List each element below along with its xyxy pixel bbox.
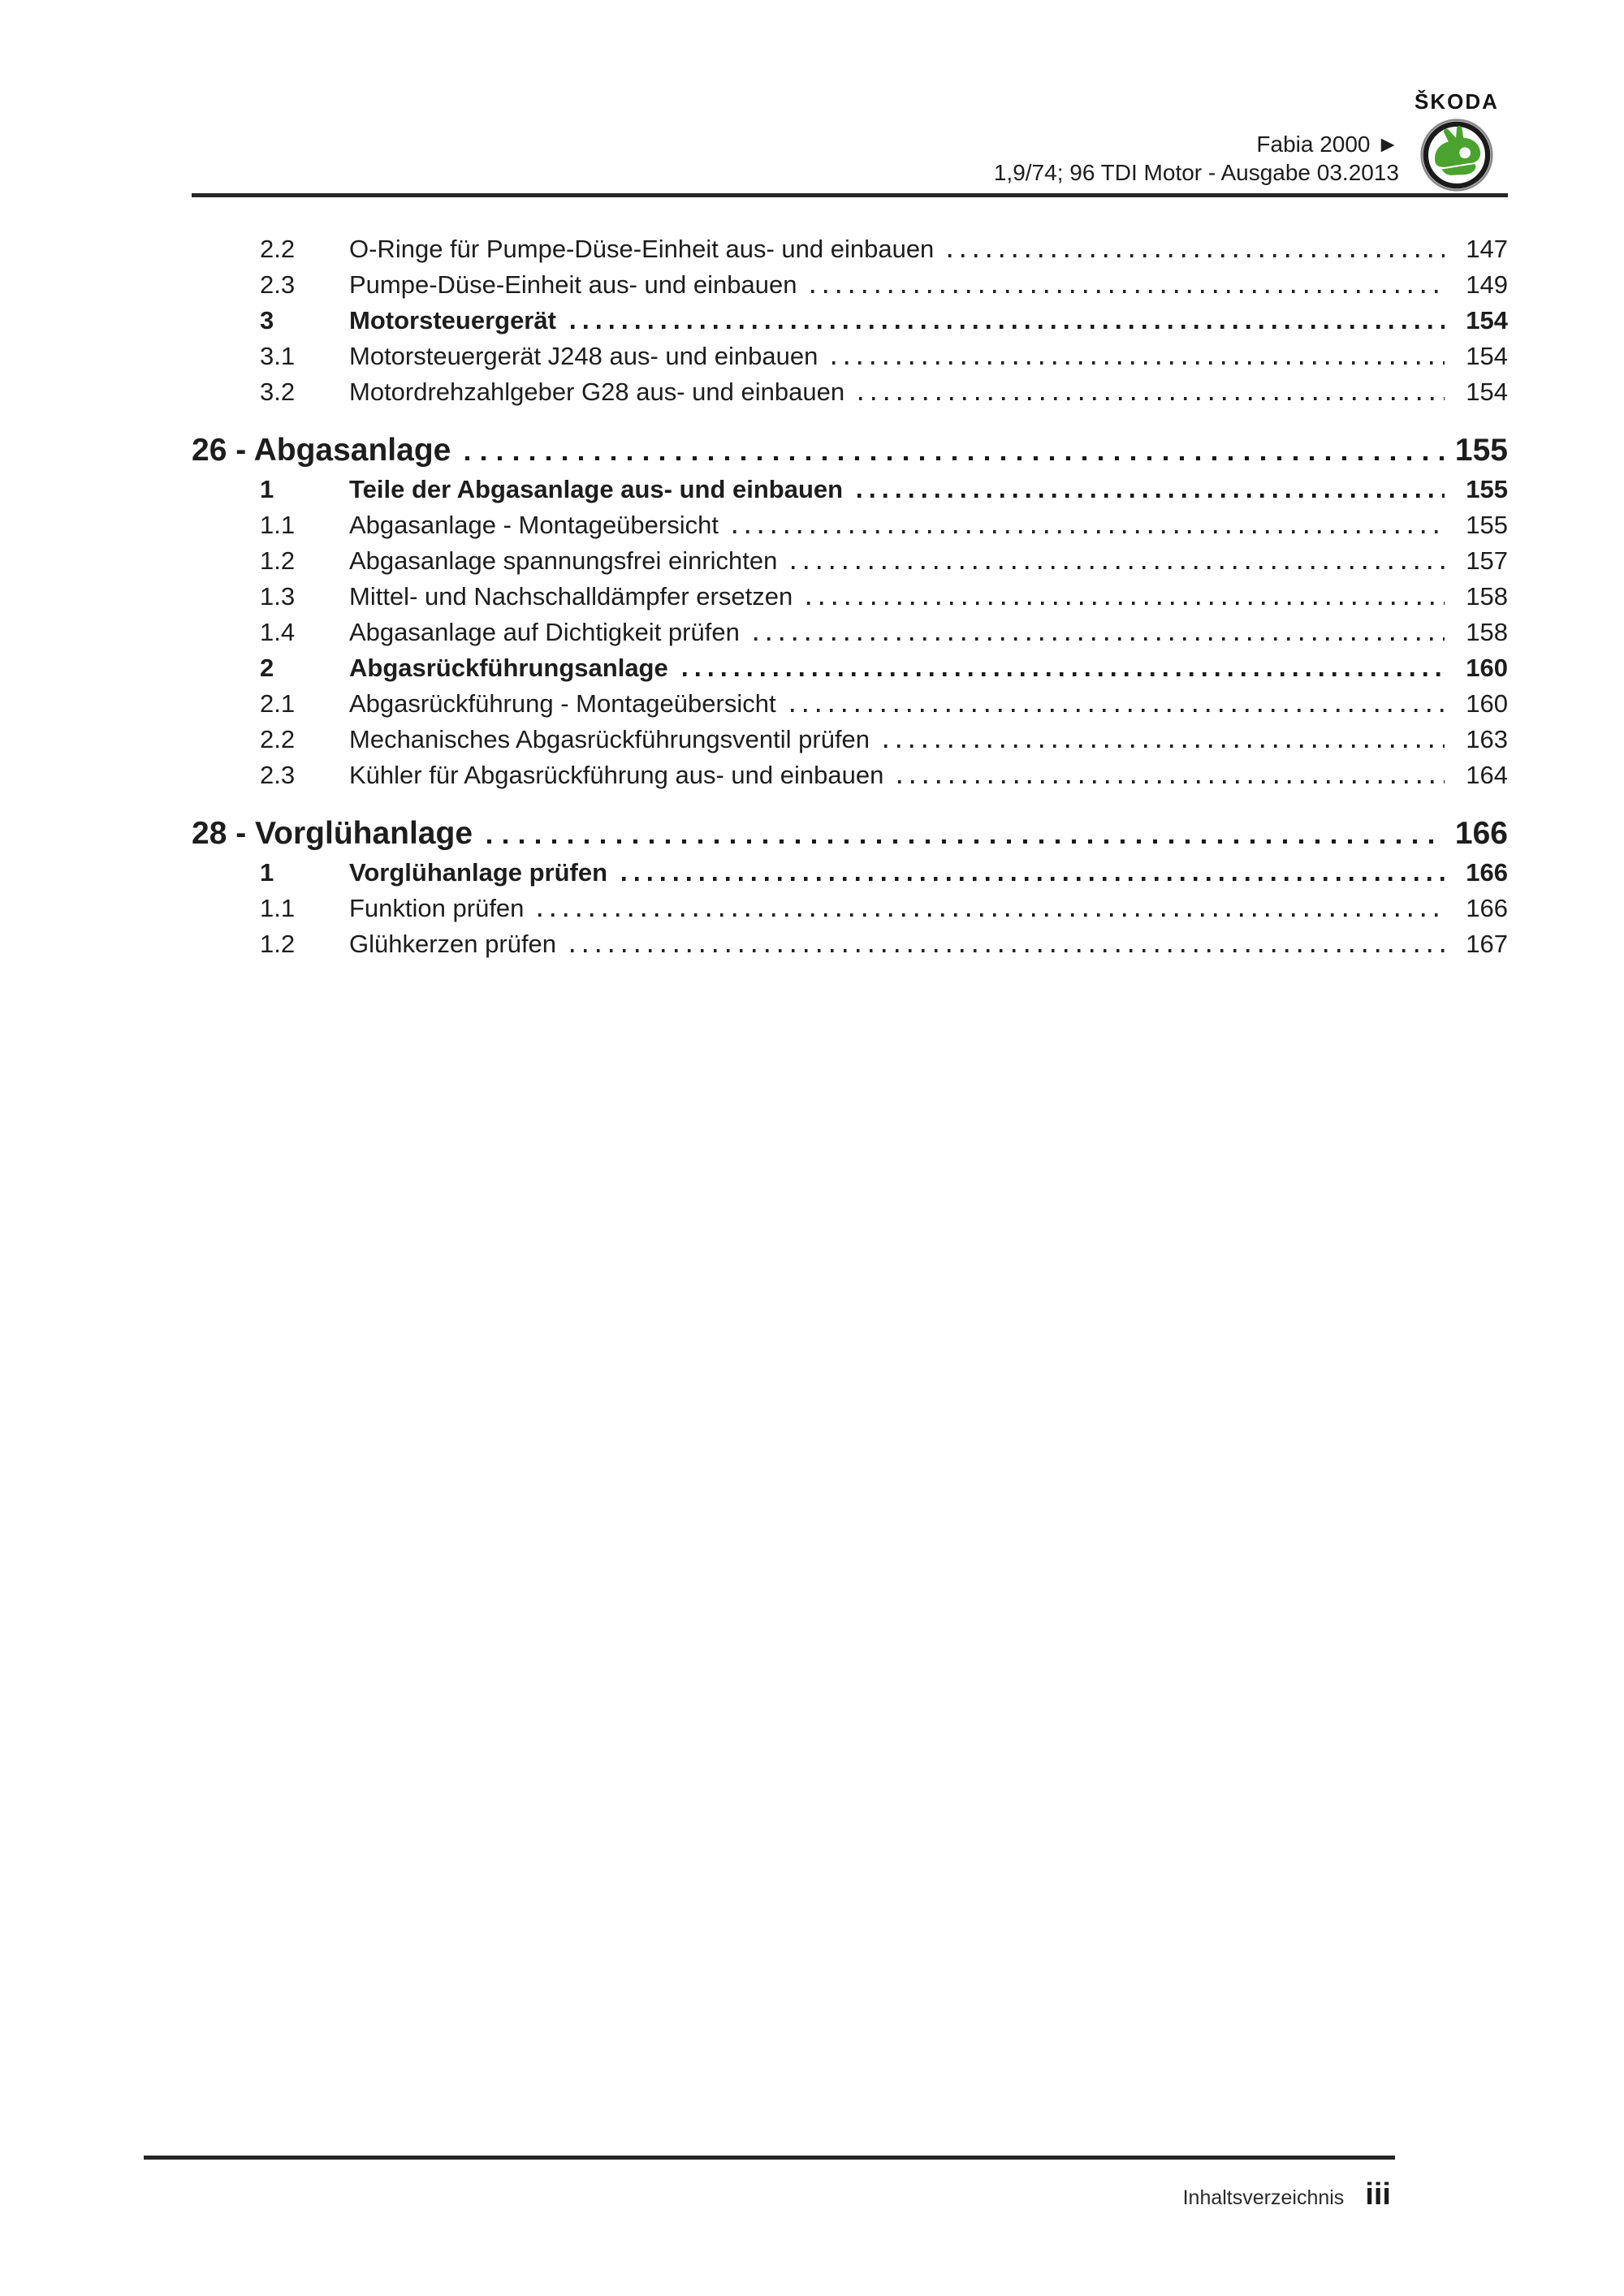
- dot-leader: [807, 602, 1445, 605]
- entry-number: 2.3: [260, 761, 296, 789]
- footer: [1183, 2177, 1391, 2212]
- dot-leader: [884, 744, 1445, 748]
- toc-entry-row: [0, 719, 1508, 754]
- entry-number: 3.1: [260, 342, 296, 370]
- entry-title: Motorsteuergerät J248 aus- und einbauen: [349, 342, 818, 370]
- entry-number: 2: [260, 654, 274, 682]
- entry-page-number: 166: [1454, 816, 1508, 851]
- dot-leader: [465, 456, 1445, 460]
- entry-title: Abgasrückführung - Montageübersicht: [349, 689, 776, 718]
- entry-number: 2.2: [260, 725, 296, 753]
- entry-page-number: 147: [1466, 235, 1508, 263]
- toc-entry-row: [0, 754, 1508, 790]
- dot-leader: [571, 949, 1445, 952]
- toc-entry-row: [0, 300, 1508, 335]
- chapter-title: 26 - Abgasanlage: [192, 433, 451, 468]
- toc-entry-row: [0, 335, 1508, 371]
- entry-number: 1: [260, 475, 274, 503]
- dot-leader: [622, 877, 1445, 881]
- entry-number: 1: [260, 858, 274, 887]
- toc-entry-row: [0, 371, 1508, 407]
- entry-page-number: 166: [1466, 894, 1508, 922]
- dot-leader: [792, 566, 1445, 569]
- toc-entry-row: [0, 540, 1508, 576]
- entry-page-number: 154: [1466, 342, 1508, 370]
- engine-subtitle: 1,9/74; 96 TDI Motor - Ausgabe 03.2013: [993, 160, 1399, 185]
- dot-leader: [857, 494, 1445, 498]
- toc-entry-row: [0, 683, 1508, 719]
- toc-entry-row: [0, 576, 1508, 611]
- header-title-block: [994, 130, 1399, 187]
- entry-page-number: 158: [1466, 582, 1508, 611]
- toc-entry-row: [0, 264, 1508, 300]
- entry-title: Abgasanlage - Montageübersicht: [349, 511, 719, 539]
- toc-entry-row: [0, 228, 1508, 264]
- entry-page-number: 164: [1466, 761, 1508, 789]
- dot-leader: [948, 254, 1445, 257]
- dot-leader: [832, 361, 1445, 365]
- toc-chapter-row: [0, 806, 1508, 852]
- entry-title: Glühkerzen prüfen: [349, 930, 557, 958]
- skoda-brand: [1410, 89, 1504, 192]
- entry-page-number: 163: [1466, 725, 1508, 753]
- entry-number: 2.3: [260, 270, 296, 299]
- entry-page-number: 166: [1466, 858, 1508, 887]
- dot-leader: [683, 672, 1445, 676]
- entry-title: Motorsteuergerät: [349, 306, 556, 334]
- entry-page-number: 158: [1466, 618, 1508, 646]
- entry-number: 1.1: [260, 511, 296, 539]
- entry-page-number: 154: [1466, 378, 1508, 406]
- entry-number: 1.1: [260, 894, 296, 922]
- footer-label: Inhaltsverzeichnis: [1182, 2186, 1345, 2209]
- entry-title: Pumpe-Düse-Einheit aus- und einbauen: [349, 270, 797, 299]
- skoda-wordmark: ŠKODA: [1415, 89, 1499, 114]
- entry-page-number: 155: [1454, 433, 1508, 468]
- entry-page-number: 149: [1466, 270, 1508, 299]
- entry-page-number: 160: [1466, 654, 1508, 682]
- entry-title: Mechanisches Abgasrückführungsventil prüfen: [349, 725, 870, 753]
- dot-leader: [754, 637, 1445, 641]
- entry-number: 1.3: [260, 582, 296, 611]
- footer-page-number: iii: [1365, 2177, 1391, 2212]
- dot-leader: [859, 397, 1445, 400]
- dot-leader: [791, 709, 1445, 712]
- entry-page-number: 154: [1466, 306, 1508, 334]
- footer-rule: [144, 2156, 1395, 2160]
- entry-number: 2.1: [260, 689, 296, 718]
- toc-entry-row: [0, 647, 1508, 683]
- entry-title: O-Ringe für Pumpe-Düse-Einheit aus- und einbauen: [349, 235, 935, 263]
- entry-number: 3.2: [260, 378, 296, 406]
- entry-title: Abgasanlage auf Dichtigkeit prüfen: [349, 618, 740, 646]
- entry-title: Abgasrückführungsanlage: [349, 654, 668, 682]
- entry-title: Funktion prüfen: [349, 894, 525, 922]
- entry-page-number: 157: [1466, 546, 1508, 575]
- dot-leader: [538, 913, 1445, 917]
- entry-number: 1.2: [260, 930, 296, 958]
- entry-number: 1.4: [260, 618, 296, 646]
- toc-entry-row: [0, 923, 1508, 959]
- entry-title: Abgasanlage spannungsfrei einrichten: [349, 546, 778, 575]
- dot-leader: [487, 839, 1445, 844]
- toc-entry-row: [0, 852, 1508, 887]
- dot-leader: [811, 290, 1445, 293]
- entry-title: Kühler für Abgasrückführung aus- und einbauen: [349, 761, 884, 789]
- entry-title: Vorglühanlage prüfen: [349, 858, 608, 887]
- toc-entry-row: [0, 504, 1508, 540]
- chapter-title: 28 - Vorglühanlage: [192, 816, 473, 851]
- toc-entry-row: [0, 611, 1508, 647]
- entry-page-number: 160: [1466, 689, 1508, 718]
- toc-entry-row: [0, 887, 1508, 923]
- toc-chapter-row: [0, 423, 1508, 468]
- dot-leader: [898, 780, 1445, 783]
- entry-title: Teile der Abgasanlage aus- und einbauen: [349, 475, 844, 503]
- entry-number: 2.2: [260, 235, 296, 263]
- entry-page-number: 167: [1466, 930, 1508, 958]
- table-of-contents: [0, 228, 1508, 959]
- entry-title: Mittel- und Nachschalldämpfer ersetzen: [349, 582, 793, 611]
- entry-number: 3: [260, 306, 274, 334]
- header-rule: [192, 193, 1508, 197]
- entry-number: 1.2: [260, 546, 296, 575]
- dot-leader: [733, 530, 1445, 533]
- entry-page-number: 155: [1466, 475, 1508, 503]
- entry-page-number: 155: [1466, 511, 1508, 539]
- skoda-logo-icon: [1419, 118, 1494, 192]
- entry-title: Motordrehzahlgeber G28 aus- und einbauen: [349, 378, 845, 406]
- model-title: Fabia 2000 ►: [1256, 132, 1399, 157]
- toc-entry-row: [0, 468, 1508, 504]
- dot-leader: [571, 325, 1445, 329]
